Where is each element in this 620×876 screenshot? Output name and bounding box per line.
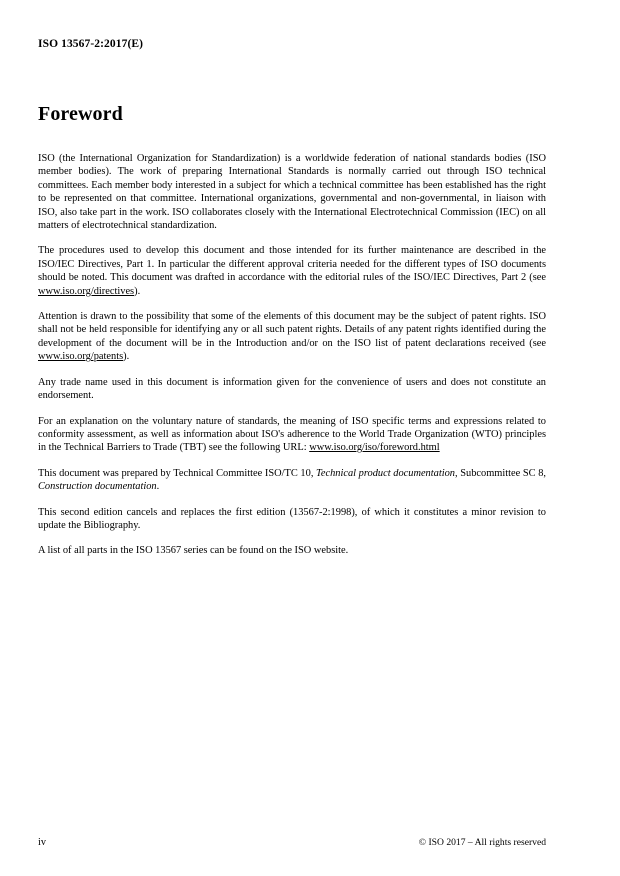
paragraph-text: This second edition cancels and replaces the first edition (13567-2:1998), of which it constitutes a minor revision to update the Bibliography. <box>38 506 546 531</box>
paragraph-text-mid: , Subcommittee SC 8, <box>455 467 546 479</box>
page-footer <box>38 837 546 848</box>
copyright-notice: © ISO 2017 – All rights reserved <box>418 837 546 848</box>
link-iso-directives[interactable]: www.iso.org/directives <box>38 285 135 297</box>
document-header: ISO 13567-2:2017(E) <box>38 38 144 50</box>
paragraph-text-tail: . <box>156 481 160 493</box>
link-iso-foreword[interactable]: www.iso.org/iso/foreword.html <box>309 442 440 454</box>
paragraph-text: Attention is drawn to the possibility that some of the elements of this document may be the subject of patent rights. ISO shall not be held responsible for identifying any or all such patent rights. Details of any patent rights identified during the development of the document will be in the Introduction and/or on the ISO list of patent declarations received (see <box>38 311 546 349</box>
paragraph-text: A list of all parts in the ISO 13567 series can be found on the ISO website. <box>38 545 349 557</box>
paragraph-text-tail: ). <box>134 285 141 297</box>
paragraph-text: ISO (the International Organization for Standardization) is a worldwide federation of national standards bodies (ISO member bodies). The work of preparing International Standards is normally carried out through ISO technical committees. Each member body interested in a subject for which a technical committee has been established has the right to be represented on that committee. International organizations, governmental and non-governmental, in liaison with ISO, also take part in the work. ISO collaborates closely with the International Electrotechnical Commission (IEC) on all matters of electrotechnical standardization. <box>38 153 546 232</box>
paragraph-text: Any trade name used in this document is information given for the convenience of users and does not constitute an endorsement. <box>38 376 546 402</box>
paragraph-iso-description <box>38 152 546 232</box>
paragraph-voluntary-nature <box>38 415 546 455</box>
committee-title: Technical product documentation <box>316 467 455 479</box>
paragraph-edition <box>38 506 546 533</box>
paragraph-parts-list <box>38 544 546 557</box>
subcommittee-title: Construction documentation <box>38 481 157 493</box>
paragraph-text-tail: ). <box>123 351 130 363</box>
paragraph-patent-rights <box>38 310 546 364</box>
paragraph-text: For an explanation on the voluntary nature of standards, the meaning of ISO specific terms and expressions related to conformity assessment, as well as information about ISO's adherence to the World Trade Organization (WTO) principles in the Technical Barriers to Trade (TBT) see the following URL: <box>38 415 546 454</box>
link-iso-patents[interactable]: www.iso.org/patents <box>38 351 124 363</box>
paragraph-text: The procedures used to develop this document and those intended for its further maintenance are described in the ISO/IEC Directives, Part 1. In particular the different approval criteria needed for the different types of ISO documents should be noted. This document was drafted in accordance with the editorial rules of the ISO/IEC Directives, Part 2 (see <box>38 245 546 284</box>
foreword-body <box>38 152 546 558</box>
paragraph-committee <box>38 467 546 494</box>
paragraph-procedures <box>38 244 546 298</box>
page-title: Foreword <box>38 103 123 125</box>
page-number: iv <box>38 837 46 848</box>
paragraph-trade-name <box>38 376 546 403</box>
paragraph-text: This document was prepared by Technical Committee ISO/TC 10, <box>38 467 317 479</box>
